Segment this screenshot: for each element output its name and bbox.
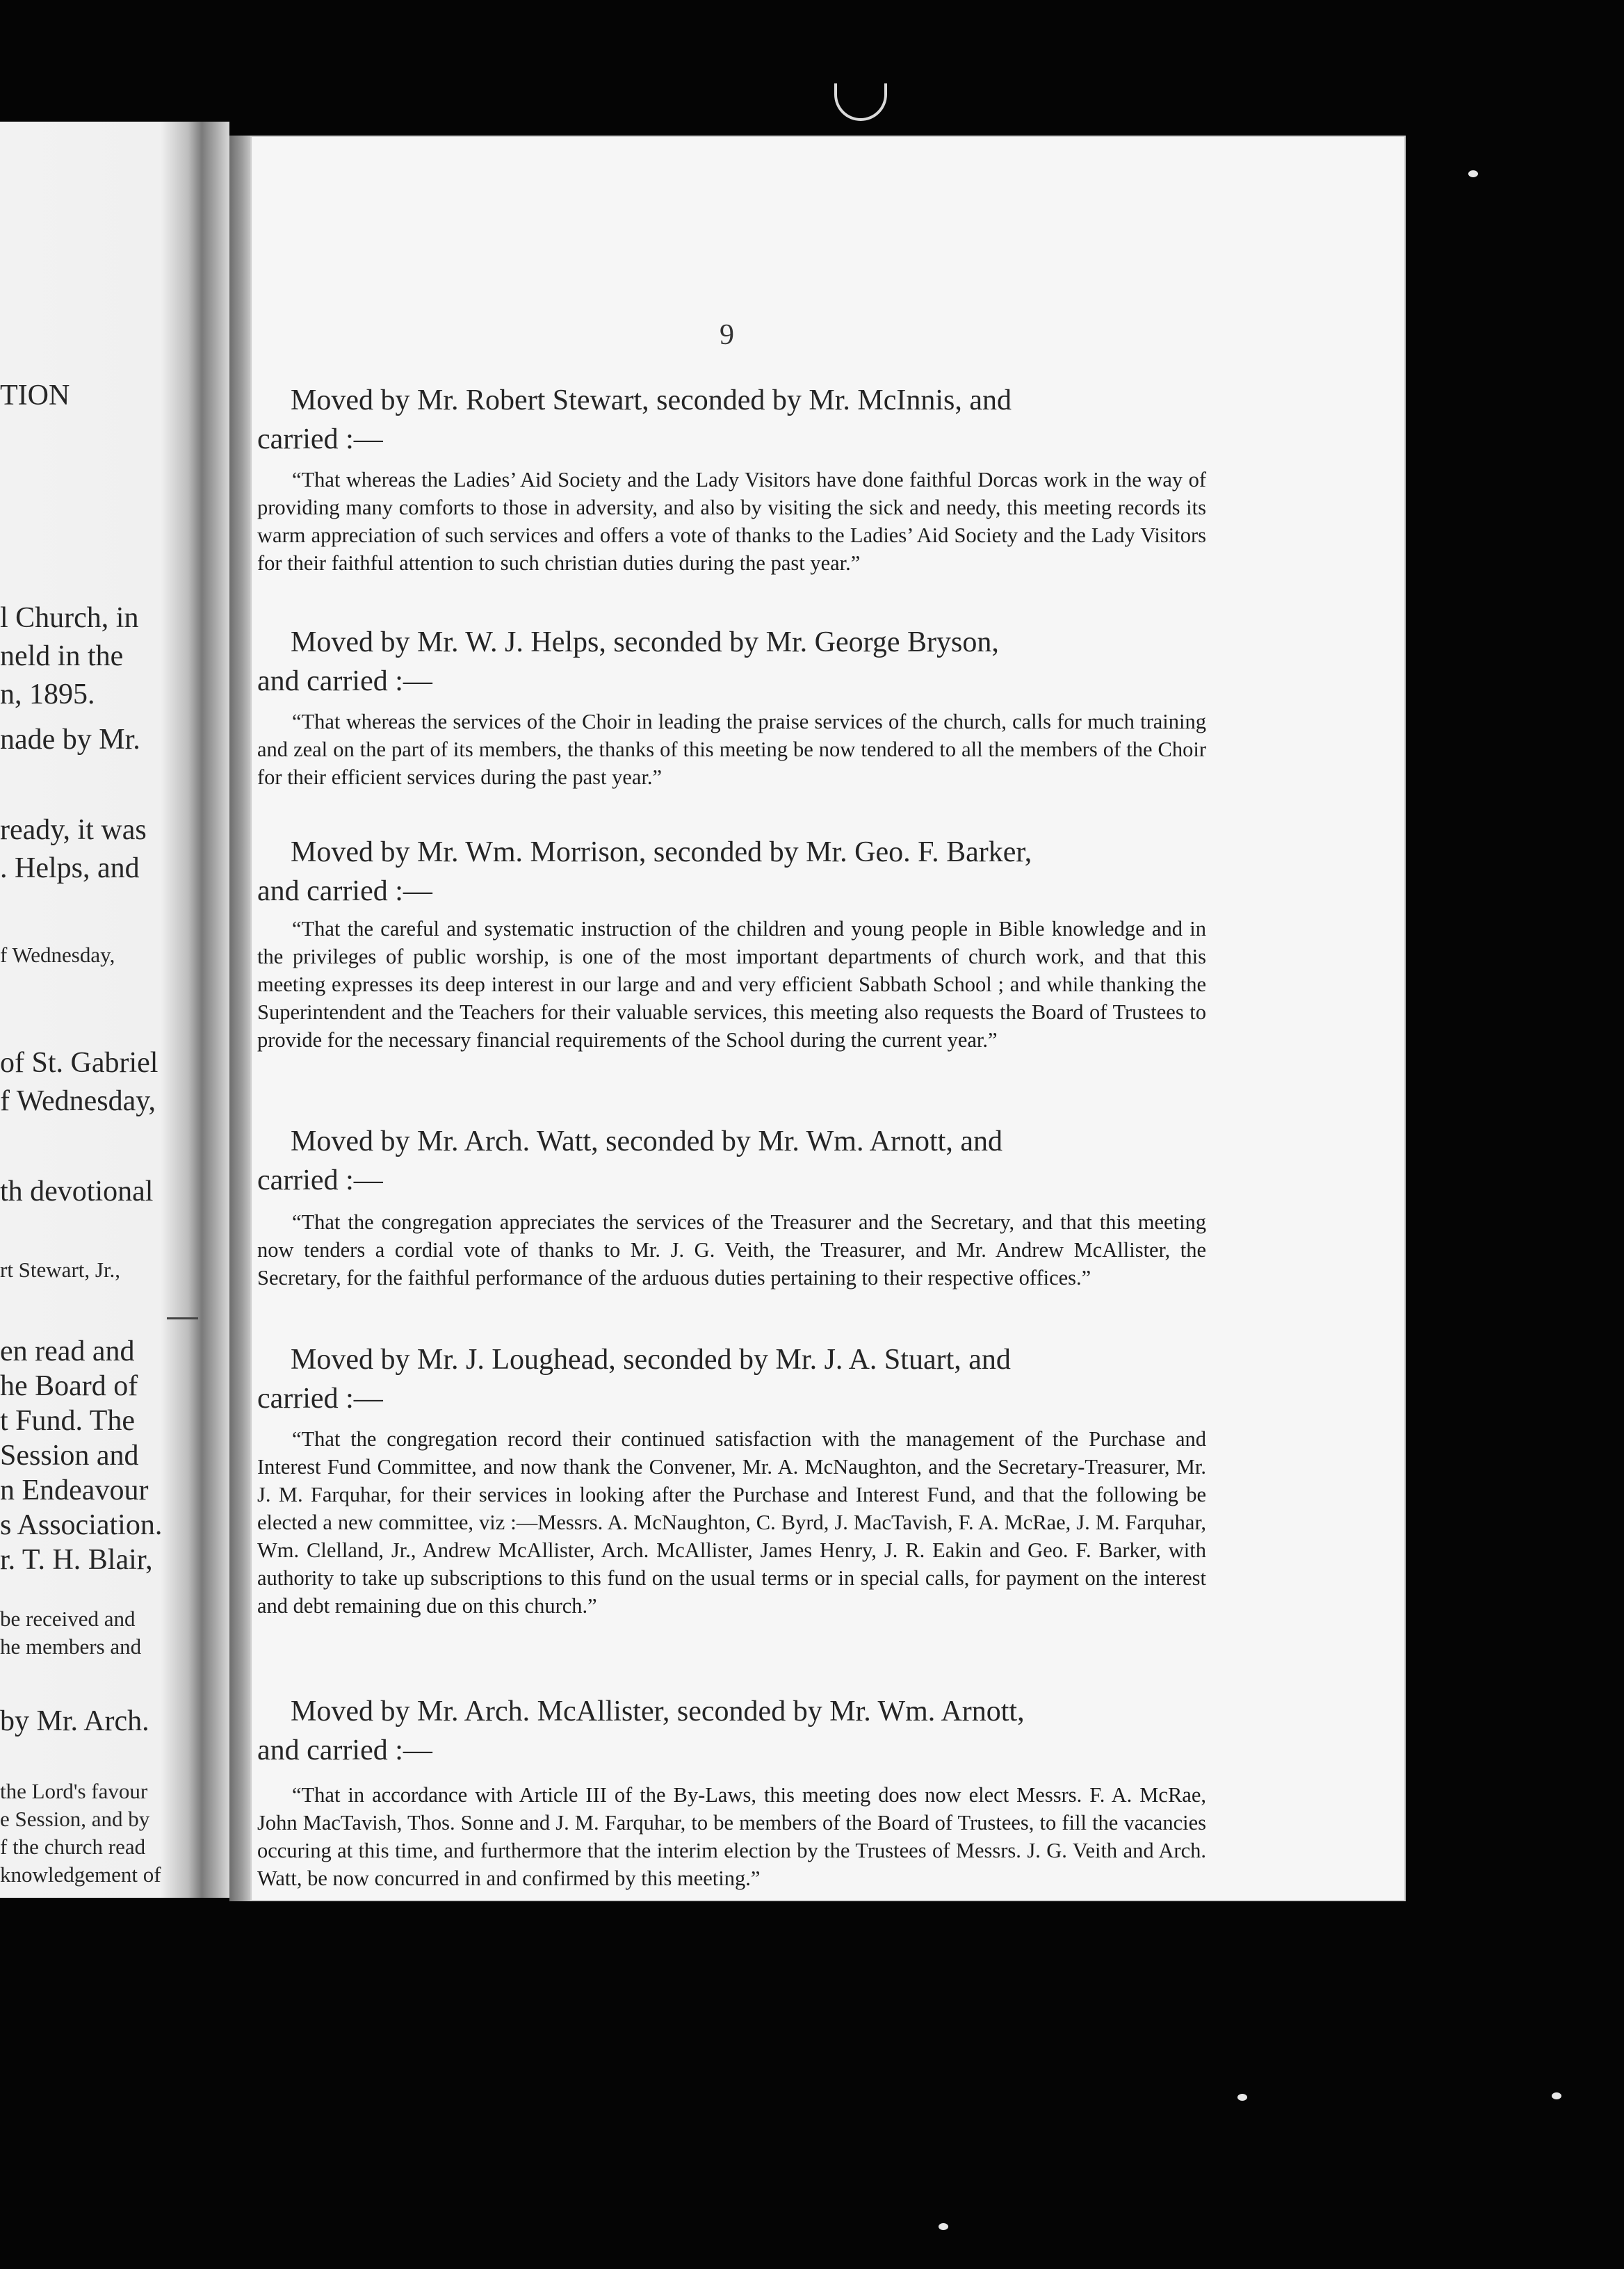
left-line: f Wednesday, (0, 1085, 156, 1117)
left-line: f the church read (0, 1835, 146, 1859)
resolution-text: “That in accordance with Article III of the By-Laws, this meeting does now elect Messrs. F. A. McRae, John MacTavish, Thos. Sonne and J. M. Farquhar, to be members of the Board of Trustees, to fill the vacancies occuring at this time, and furthermore that the interim election by the Trustees of Messrs. J. G. Veith and Arch. Watt, be now concurred in and confirmed by this meeting.” (257, 1783, 1206, 1890)
left-line: by Mr. Arch. (0, 1705, 149, 1737)
resolution-text: “That the careful and systematic instruction of the children and young people in Bible knowledge and in the privileges of public worship, is one of the most important departments of church work, and that this meeting expresses its deep interest in our large and and very efficient Sabbath School ; and while thanking the Superintendent and the Teachers for their valuable services, this meeting also requests the Board of Trustees to provide for the necessary financial requirements of the School during the current year.” (257, 917, 1206, 1052)
motion-line: carried :— (257, 1164, 383, 1196)
scan-speck (1468, 170, 1478, 177)
motion-line: Moved by Mr. Robert Stewart, seconded by Mr. McInnis, and (291, 384, 1012, 416)
left-line: be received and (0, 1607, 136, 1631)
left-line: en read and (0, 1335, 135, 1367)
left-line: neld in the (0, 640, 124, 672)
page-number: 9 (720, 319, 734, 351)
left-divider (167, 1317, 198, 1319)
motion-line: carried :— (257, 423, 383, 455)
scan-speck (939, 2223, 948, 2230)
left-page-fragment (0, 122, 229, 1898)
resolution-text: “That whereas the Ladies’ Aid Society and the Lady Visitors have done faithful Dorcas work in the way of providing many comforts to those in adversity, and also by visiting the sick and needy, this meeting records its warm appreciation of such services and offers a vote of thanks to the Ladies’ Aid Society and the Lady Visitors for their faithful attention to such christian duties during the past year.” (257, 468, 1206, 575)
left-line: nade by Mr. (0, 724, 140, 756)
scan-speck (1552, 2092, 1561, 2099)
left-line: ready, it was (0, 814, 147, 846)
motion-line: Moved by Mr. Arch. Watt, seconded by Mr. Wm. Arnott, and (291, 1125, 1002, 1157)
motion-line: Moved by Mr. J. Loughead, seconded by Mr. J. A. Stuart, and (291, 1344, 1011, 1376)
motion-line: Moved by Mr. Wm. Morrison, seconded by Mr. Geo. F. Barker, (291, 836, 1032, 868)
motion-line: Moved by Mr. W. J. Helps, seconded by Mr. George Bryson, (291, 626, 999, 658)
left-line: of St. Gabriel (0, 1047, 159, 1079)
left-line: the Lord's favour (0, 1779, 148, 1803)
motion-line: and carried :— (257, 875, 432, 907)
motion-heading (257, 381, 1203, 459)
scan-mark (834, 83, 887, 121)
motion-heading (257, 833, 1203, 911)
left-line: l Church, in (0, 602, 139, 634)
left-line: he Board of (0, 1370, 138, 1402)
left-line: knowledgement of (0, 1862, 161, 1887)
left-line: he members and (0, 1634, 142, 1659)
left-line: TION (0, 380, 70, 412)
left-line: f Wednesday, (0, 943, 115, 967)
left-line: s Association. (0, 1509, 163, 1541)
motion-line: Moved by Mr. Arch. McAllister, seconded by Mr. Wm. Arnott, (291, 1695, 1025, 1727)
motion-line: and carried :— (257, 665, 432, 697)
resolution-text: “That whereas the services of the Choir in leading the praise services of the church, calls for much training and zeal on the part of its members, the thanks of this meeting be now tendered to all the members of the Choir for their efficient services during the past year.” (257, 710, 1206, 789)
left-line: r. T. H. Blair, (0, 1544, 153, 1576)
left-line: rt Stewart, Jr., (0, 1258, 121, 1282)
left-line: th devotional (0, 1176, 154, 1207)
motion-heading (257, 1692, 1203, 1770)
resolution-text: “That the congregation record their continued satisfaction with the management of the Purchase and Interest Fund Committee, and now thank the Convener, Mr. A. McNaughton, and the Secretary-Treasurer, Mr. J. M. Farquhar, for their services in looking after the Purchase and Interest Fund, and that the following be elected a new committee, viz :—Messrs. A. McNaughton, C. Byrd, J. MacTavish, F. A. McRae, J. M. Farquhar, Wm. Clelland, Jr., Andrew McAllister, Arch. McAllister, James Henry, J. R. Eakin and Geo. F. Barker, with authority to take up subscriptions to this fund on the usual terms or in special calls, for payment on the interest and debt remaining due on this church.” (257, 1427, 1206, 1618)
left-line: e Session, and by (0, 1807, 150, 1831)
motion-line: carried :— (257, 1383, 383, 1415)
scan-speck (1237, 2094, 1247, 2101)
motion-heading (257, 623, 1203, 701)
motion-heading (257, 1122, 1203, 1200)
left-line: . Helps, and (0, 852, 140, 884)
resolution-text: “That the congregation appreciates the services of the Treasurer and the Secretary, and that this meeting now tenders a cordial vote of thanks to Mr. J. G. Veith, the Treasurer, and Mr. Andrew McAllister, the Secretary, for the faithful performance of the arduous duties pertaining to their respective offices.” (257, 1210, 1206, 1290)
left-line: t Fund. The (0, 1405, 136, 1437)
motion-line: and carried :— (257, 1734, 432, 1766)
left-line: n, 1895. (0, 678, 95, 710)
left-line: n Endeavour (0, 1474, 149, 1506)
left-line: Session and (0, 1440, 139, 1472)
motion-heading (257, 1340, 1203, 1418)
